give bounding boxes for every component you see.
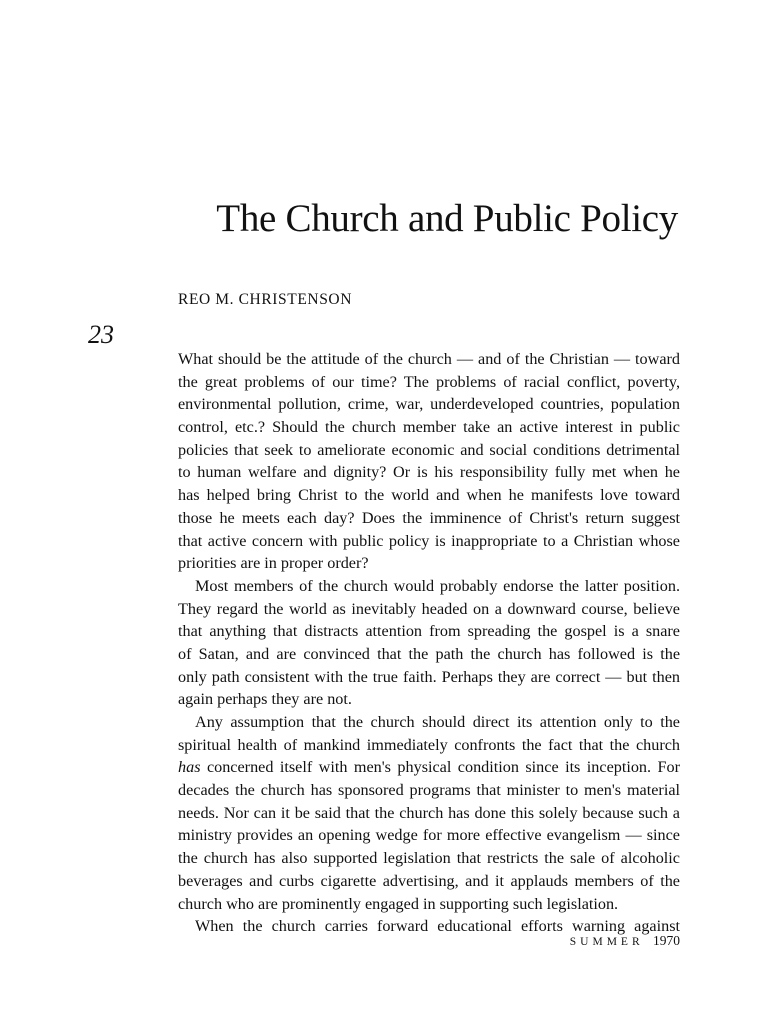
body-line: priorities are in proper order?	[178, 554, 369, 573]
italic-emphasis: has	[178, 758, 201, 777]
body-line: What should be the attitude of the church — and of the Christian — toward	[178, 350, 680, 368]
article-body	[178, 348, 680, 938]
page-number: 23	[88, 320, 114, 349]
issue-year: 1970	[653, 933, 680, 948]
body-line: They regard the world as inevitably headed on a downward course, believe	[178, 599, 680, 618]
body-line: control, etc.? Should the church member take an active interest in public	[178, 418, 680, 437]
issue-season: SUMMER	[569, 936, 644, 948]
body-line: again perhaps they are not.	[178, 690, 352, 709]
body-line: Any assumption that the church should direct its attention only to the	[195, 713, 680, 731]
body-line: that anything that distracts attention from spreading the gospel is a snare	[178, 622, 680, 641]
body-line: to human welfare and dignity? Or is his responsibility fully met when he	[178, 463, 680, 482]
body-line: has helped bring Christ to the world and when he manifests love toward	[178, 486, 680, 505]
body-line: the church has also supported legislation that restricts the sale of alcoholic	[178, 849, 680, 868]
body-line: church who are prominently engaged in supporting such legislation.	[178, 894, 619, 913]
body-line: those he meets each day? Does the imminence of Christ's return suggest	[178, 508, 680, 527]
body-line-rest: concerned itself with men's physical condition since its inception. For	[206, 758, 680, 777]
body-line: the great problems of our time? The problems of racial conflict, poverty,	[178, 372, 680, 391]
body-line: needs. Nor can it be said that the church has done this solely because such a	[178, 803, 680, 822]
body-line: environmental pollution, crime, war, underdeveloped countries, population	[178, 395, 680, 414]
body-line-with-italic	[178, 756, 680, 779]
body-line: beverages and curbs cigarette advertising, and it applauds members of the	[178, 871, 680, 890]
body-line: ministry provides an opening wedge for more effective evangelism — since	[178, 826, 680, 845]
body-line: policies that seek to ameliorate economic and social conditions detrimental	[178, 440, 680, 459]
page-footer	[570, 933, 680, 949]
body-line: When the church carries forward educational efforts warning against	[195, 917, 680, 936]
body-line: decades the church has sponsored programs that minister to men's material	[178, 781, 680, 800]
article-title: The Church and Public Policy	[216, 197, 678, 240]
body-line: only path consistent with the true faith. Perhaps they are correct — but then	[178, 667, 680, 686]
body-line: spiritual health of mankind immediately confronts the fact that the church	[178, 735, 680, 754]
body-line: of Satan, and are convinced that the path the church has followed is the	[178, 644, 680, 663]
author-name: REO M. CHRISTENSON	[178, 291, 352, 308]
body-line: that active concern with public policy is inappropriate to a Christian whose	[178, 531, 680, 550]
body-line: Most members of the church would probably endorse the latter position.	[195, 576, 680, 595]
